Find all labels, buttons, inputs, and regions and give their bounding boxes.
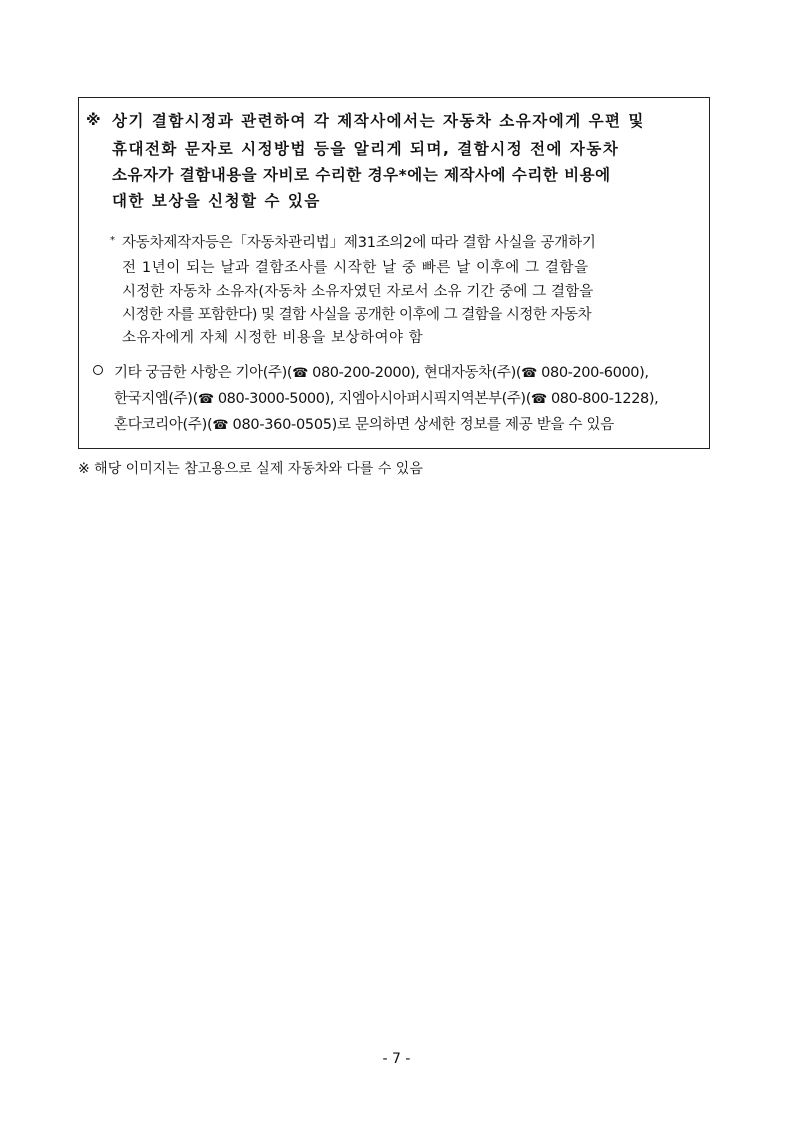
contact-line-3: 혼다코리아(주)(☎ 080-360-0505)로 문의하면 상세한 정보를 제공 받을 수 있음 (114, 417, 614, 433)
notice-line-4: 대한 보상을 신청할 수 있음 (112, 192, 321, 210)
contact-phone-gm-asia-pacific: 080-800-1228 (550, 391, 649, 407)
notice-line-3: 소유자가 결함내용을 자비로 수리한 경우*에는 제작사에 수리한 비용에 (112, 166, 611, 184)
contact-name-kia: 기아(주) (235, 365, 287, 381)
notice-line-1: 상기 결함시정과 관련하여 각 제작사에서는 자동차 소유자에게 우편 및 (112, 112, 645, 130)
bullet-circle (93, 365, 103, 375)
contact-phone-honda: 080-360-0505 (232, 417, 332, 433)
contact-name-gm-asia-pacific: 지엠아시아퍼시픽지역본부(주) (338, 391, 526, 407)
telephone-icon: ☎ (292, 366, 308, 381)
telephone-icon: ☎ (197, 392, 214, 407)
telephone-icon: ☎ (530, 392, 547, 407)
footnote-line-3: 시정한 자동차 소유자(자동차 소유자였던 자로서 소유 기간 중에 그 결함을 (122, 284, 594, 300)
footnote-mark: * (110, 235, 115, 246)
contact-name-gm-korea: 한국지엠(주) (114, 391, 193, 407)
telephone-icon: ☎ (212, 418, 229, 433)
contact-phone-gm-korea: 080-3000-5000 (217, 391, 325, 407)
contact-intro: 기타 궁금한 사항은 (114, 365, 232, 381)
telephone-icon: ☎ (521, 366, 537, 381)
contact-closing: 로 문의하면 상세한 정보를 제공 받을 수 있음 (337, 417, 614, 433)
contact-phone-kia: 080-200-2000 (312, 365, 411, 381)
notice-line-2: 휴대전화 문자로 시정방법 등을 알리게 되며, 결함시정 전에 자동차 (112, 140, 620, 158)
contact-name-honda: 혼다코리아(주) (114, 417, 207, 433)
page-number: - 7 - (382, 1051, 411, 1067)
reference-mark: ※ (86, 111, 101, 129)
contact-phone-hyundai: 080-200-6000 (541, 365, 640, 381)
contact-line-1: 기타 궁금한 사항은 기아(주)(☎ 080-200-2000), 현대자동차(주)(☎ 080-200-6000), (114, 365, 649, 381)
footnote-line-2: 전 1년이 되는 날과 결함조사를 시작한 날 중 빠른 날 이후에 그 결함을 (122, 260, 589, 276)
contact-line-2: 한국지엠(주)(☎ 080-3000-5000), 지엠아시아퍼시픽지역본부(주)(☎ 080-800-1228), (114, 391, 659, 407)
contact-name-hyundai: 현대자동차(주) (423, 365, 516, 381)
footnote-line-1: 자동차제작자등은「자동차관리법」제31조의2에 따라 결함 사실을 공개하기 (122, 235, 596, 251)
footnote-line-4: 시정한 자를 포함한다) 및 결함 사실을 공개한 이후에 그 결함을 시정한 자동차 (122, 307, 592, 323)
footnote-line-5: 소유자에게 자체 시정한 비용을 보상하여야 함 (122, 330, 424, 346)
image-disclaimer-caption: ※ 해당 이미지는 참고용으로 실제 자동차와 다를 수 있음 (78, 461, 423, 477)
